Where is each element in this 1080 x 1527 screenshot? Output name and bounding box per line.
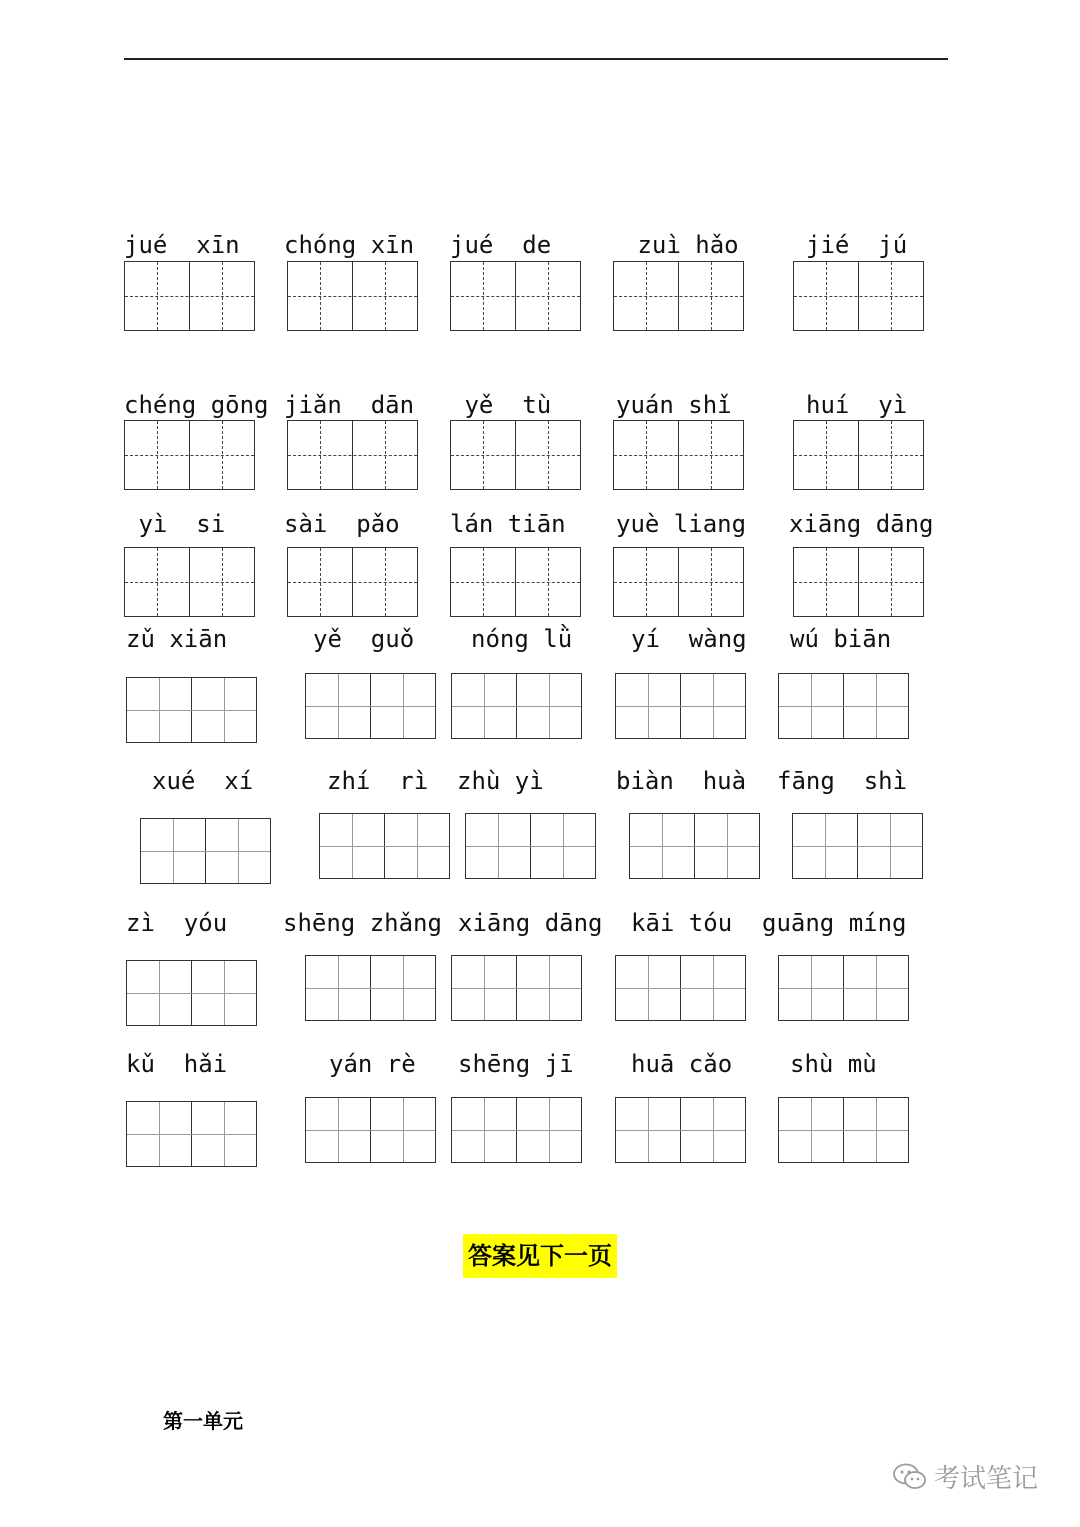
guide-line-horizontal (306, 988, 435, 989)
pinyin-label: jié jú (806, 231, 908, 259)
guide-line-horizontal (794, 296, 923, 297)
pinyin-label: chóng xīn (284, 231, 415, 259)
pinyin-label: shēng jī (458, 1050, 574, 1078)
guide-line-horizontal (306, 706, 435, 707)
pinyin-label: kāi tóu (631, 909, 733, 937)
writing-grid[interactable] (126, 1101, 257, 1167)
pinyin-label: sài pǎo (284, 510, 400, 538)
pinyin-label: yě tù (450, 391, 552, 419)
guide-line-horizontal (466, 846, 595, 847)
guide-line-horizontal (793, 846, 922, 847)
guide-line-horizontal (125, 582, 254, 583)
pinyin-label: lán tiān (450, 510, 566, 538)
writing-grid[interactable] (793, 547, 924, 617)
guide-line-horizontal (451, 455, 580, 456)
guide-line-horizontal (306, 1130, 435, 1131)
pinyin-label: guāng míng (762, 909, 907, 937)
writing-grid[interactable] (126, 677, 257, 743)
guide-line-horizontal (451, 582, 580, 583)
pinyin-label: zǔ xiān (126, 625, 228, 653)
writing-grid[interactable] (450, 420, 581, 490)
guide-line-horizontal (452, 1130, 581, 1131)
unit-heading: 第一单元 (163, 1409, 243, 1433)
pinyin-label: shù mù (790, 1050, 877, 1078)
pinyin-label: huā cǎo (631, 1050, 733, 1078)
writing-grid[interactable] (615, 955, 746, 1021)
guide-line-horizontal (614, 455, 743, 456)
writing-grid[interactable] (465, 813, 596, 879)
pinyin-label: yì si (124, 510, 226, 538)
guide-line-horizontal (125, 296, 254, 297)
guide-line-horizontal (127, 710, 256, 711)
writing-grid[interactable] (126, 960, 257, 1026)
writing-grid[interactable] (124, 420, 255, 490)
pinyin-label: zhí rì (327, 767, 429, 795)
pinyin-label: zuì hǎo (623, 231, 739, 259)
writing-grid[interactable] (451, 955, 582, 1021)
guide-line-horizontal (288, 582, 417, 583)
guide-line-horizontal (452, 706, 581, 707)
writing-grid[interactable] (793, 261, 924, 331)
pinyin-label: jué xīn (124, 231, 240, 259)
pinyin-label: huí yì (806, 391, 908, 419)
writing-grid[interactable] (451, 673, 582, 739)
guide-line-horizontal (616, 706, 745, 707)
writing-grid[interactable] (778, 673, 909, 739)
pinyin-label: shēng zhǎng (283, 909, 442, 937)
writing-grid[interactable] (615, 673, 746, 739)
guide-line-horizontal (320, 846, 449, 847)
writing-grid[interactable] (450, 261, 581, 331)
guide-line-horizontal (779, 988, 908, 989)
guide-line-horizontal (779, 1130, 908, 1131)
guide-line-horizontal (452, 988, 581, 989)
writing-grid[interactable] (613, 547, 744, 617)
writing-grid[interactable] (305, 673, 436, 739)
pinyin-label: yuán shǐ (616, 391, 732, 419)
writing-grid[interactable] (124, 547, 255, 617)
pinyin-label: biàn huà (616, 767, 747, 795)
pinyin-label: yí wàng (631, 625, 747, 653)
answer-notice: 答案见下一页 (463, 1234, 617, 1278)
writing-grid[interactable] (451, 1097, 582, 1163)
guide-line-horizontal (794, 455, 923, 456)
writing-grid[interactable] (615, 1097, 746, 1163)
writing-grid[interactable] (778, 1097, 909, 1163)
watermark (892, 1458, 1038, 1495)
writing-grid[interactable] (778, 955, 909, 1021)
writing-grid[interactable] (613, 420, 744, 490)
pinyin-label: yuè liang (616, 510, 747, 538)
writing-grid[interactable] (124, 261, 255, 331)
writing-grid[interactable] (793, 420, 924, 490)
guide-line-horizontal (127, 993, 256, 994)
writing-grid[interactable] (792, 813, 923, 879)
pinyin-label: kǔ hǎi (126, 1050, 228, 1078)
writing-grid[interactable] (450, 547, 581, 617)
writing-grid[interactable] (613, 261, 744, 331)
pinyin-label: zì yóu (126, 909, 228, 937)
guide-line-horizontal (127, 1134, 256, 1135)
pinyin-label: chéng gōng (124, 391, 269, 419)
guide-line-horizontal (141, 851, 270, 852)
guide-line-horizontal (125, 455, 254, 456)
watermark-label: 考试笔记 (934, 1464, 1039, 1494)
guide-line-horizontal (614, 296, 743, 297)
guide-line-horizontal (794, 582, 923, 583)
writing-grid[interactable] (629, 813, 760, 879)
wechat-icon (892, 1462, 928, 1492)
writing-grid[interactable] (305, 955, 436, 1021)
guide-line-horizontal (616, 1130, 745, 1131)
guide-line-horizontal (451, 296, 580, 297)
guide-line-horizontal (614, 582, 743, 583)
pinyin-label: nóng lǜ (471, 625, 573, 653)
writing-grid[interactable] (287, 420, 418, 490)
pinyin-label: zhù yì (457, 767, 544, 795)
pinyin-label: xué xí (152, 767, 254, 795)
pinyin-label: wú biān (790, 625, 892, 653)
pinyin-label: fāng shì (777, 767, 908, 795)
guide-line-horizontal (630, 846, 759, 847)
pinyin-label: yě guǒ (313, 625, 415, 653)
writing-grid[interactable] (305, 1097, 436, 1163)
guide-line-horizontal (288, 455, 417, 456)
writing-grid[interactable] (287, 261, 418, 331)
writing-grid[interactable] (319, 813, 450, 879)
guide-line-horizontal (288, 296, 417, 297)
pinyin-label: xiāng dāng (458, 909, 603, 937)
pinyin-label: jiǎn dān (284, 391, 415, 419)
pinyin-label: yán rè (329, 1050, 416, 1078)
guide-line-horizontal (616, 988, 745, 989)
writing-grid[interactable] (140, 818, 271, 884)
writing-grid[interactable] (287, 547, 418, 617)
pinyin-label: xiāng dāng (789, 510, 934, 538)
guide-line-horizontal (779, 706, 908, 707)
top-rule (124, 58, 948, 60)
pinyin-label: jué de (450, 231, 552, 259)
